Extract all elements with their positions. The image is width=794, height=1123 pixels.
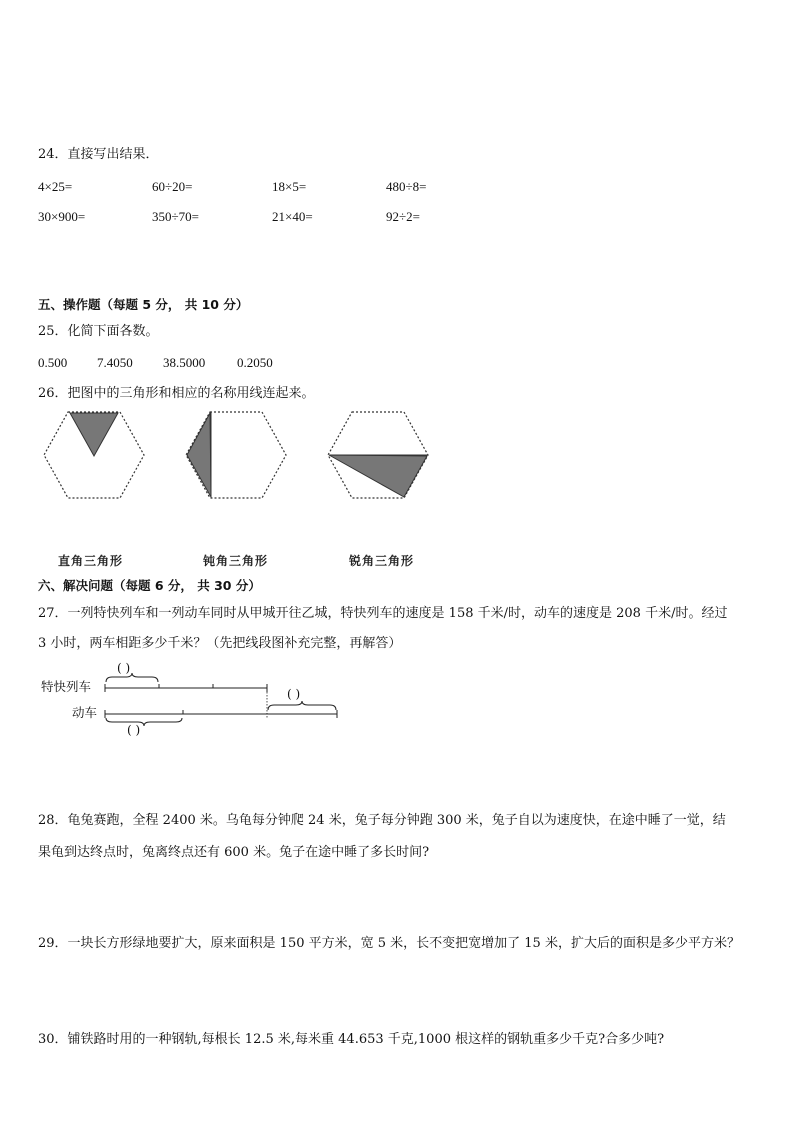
q26-label-acute-triangle: 锐角三角形 xyxy=(349,554,415,568)
q28-text-line2: 果龟到达终点时，兔离终点还有 600 米。兔子在途中睡了多长时间? xyxy=(38,845,430,860)
q27-text-line1: 27．一列特快列车和一列动车同时从甲城开往乙城，特快列车的速度是 158 千米/时，动车的速度是 208 千米/时。经过 xyxy=(38,606,728,621)
q26-label-obtuse-triangle: 钝角三角形 xyxy=(203,554,269,568)
q24-expr-8: 92÷2= xyxy=(386,209,420,224)
q28-text-line1: 28．龟兔赛跑，全程 2400 米。乌龟每分钟爬 24 米，兔子每分钟跑 300 米，兔子自以为速度快，在途中睡了一觉，结 xyxy=(38,813,726,828)
q27-blank-bottom: ( ) xyxy=(127,723,141,737)
q27-label-bullet-train: 动车 xyxy=(72,705,98,720)
q27-text-line2: 3 小时，两车相距多少千米？（先把线段图补充完整，再解答） xyxy=(38,636,402,651)
q25-number-3: 38.5000 xyxy=(163,355,206,370)
q26-title: 26．把图中的三角形和相应的名称用线连起来。 xyxy=(38,386,315,401)
q29-text: 29．一块长方形绿地要扩大，原来面积是 150 平方米，宽 5 米，长不变把宽增加了 15 米，扩大后的面积是多少平方米？ xyxy=(38,936,740,951)
q25-number-2: 7.4050 xyxy=(97,355,133,370)
q27-blank-right: ( ) xyxy=(287,687,301,701)
q24-expr-6: 350÷70= xyxy=(152,209,199,224)
q30-text: 30．铺铁路时用的一种钢轨,每根长 12.5 米,每米重 44.653 千克,1000 根这样的钢轨重多少千克?合多少吨? xyxy=(38,1032,665,1047)
q24-expr-2: 60÷20= xyxy=(152,179,193,194)
q24-title: 24．直接写出结果． xyxy=(38,147,159,162)
q25-number-1: 0.500 xyxy=(38,355,68,370)
q24-expr-4: 480÷8= xyxy=(386,179,427,194)
q26-label-right-triangle: 直角三角形 xyxy=(58,554,124,568)
section5-title: 五、操作题（每题 5 分， 共 10 分） xyxy=(38,297,249,312)
q24-expr-7: 21×40= xyxy=(272,209,313,224)
q25-title: 25．化简下面各数。 xyxy=(38,324,159,339)
q25-number-4: 0.2050 xyxy=(237,355,273,370)
q24-expr-5: 30×900= xyxy=(38,209,86,224)
q27-blank-top: ( ) xyxy=(117,661,131,675)
q27-label-express-train: 特快列车 xyxy=(41,679,92,694)
section6-title: 六、解决问题（每题 6 分， 共 30 分） xyxy=(38,578,261,593)
q24-expr-3: 18×5= xyxy=(272,179,307,194)
q24-expr-1: 4×25= xyxy=(38,179,73,194)
